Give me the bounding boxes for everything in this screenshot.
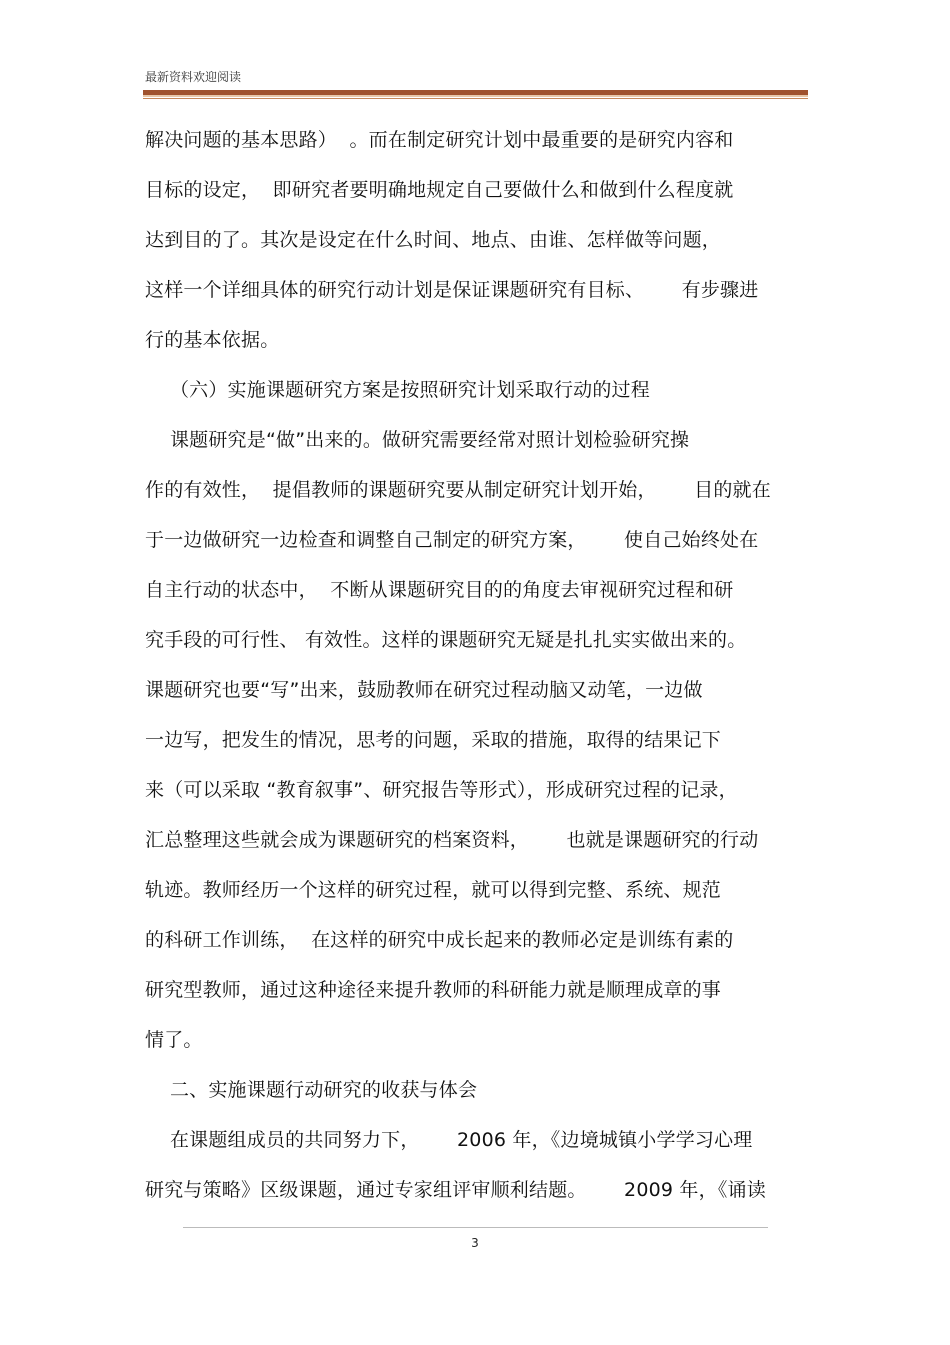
text-line: 这样一个详细具体的研究行动计划是保证课题研究有目标、 有步骤进 (145, 279, 759, 301)
text-line: 研究型教师，通过这种途径来提升教师的科研能力就是顺理成章的事 (145, 979, 722, 1001)
text-line: 解决问题的基本思路） 。而在制定研究计划中最重要的是研究内容和 (145, 129, 734, 151)
text-line: 自主行动的状态中， 不断从课题研究目的的角度去审视研究过程和研 (145, 579, 734, 601)
text-line: 作的有效性， 提倡教师的课题研究要从制定研究计划开始， 目的就在 (145, 479, 771, 501)
section-heading: 二、实施课题行动研究的收获与体会 (145, 1079, 478, 1101)
text-line: 的科研工作训练， 在这样的研究中成长起来的教师必定是训练有素的 (145, 929, 734, 951)
header-rule-thin (143, 98, 808, 99)
page-header-text: 最新资料欢迎阅读 (145, 70, 242, 84)
text-line: 行的基本依据。 (145, 329, 280, 351)
text-line: 课题研究是“做”出来的。做研究需要经常对照计划检验研究操 (145, 429, 690, 451)
text-line: 汇总整理这些就会成为课题研究的档案资料， 也就是课题研究的行动 (145, 829, 759, 851)
text-line: 来（可以采取 “教育叙事”、研究报告等形式），形成研究过程的记录， (145, 779, 738, 801)
text-line: 于一边做研究一边检查和调整自己制定的研究方案， 使自己始终处在 (145, 529, 759, 551)
text-line: 课题研究也要“写”出来，鼓励教师在研究过程动脑又动笔，一边做 (145, 679, 703, 701)
text-line: 目标的设定， 即研究者要明确地规定自己要做什么和做到什么程度就 (145, 179, 734, 201)
text-line: 轨迹。教师经历一个这样的研究过程，就可以得到完整、系统、规范 (145, 879, 722, 901)
footer-rule (183, 1227, 768, 1228)
text-line: 一边写，把发生的情况，思考的问题，采取的措施，取得的结果记下 (145, 729, 722, 751)
section-heading: （六）实施课题研究方案是按照研究计划采取行动的过程 (145, 379, 650, 401)
page-number: 3 (471, 1236, 479, 1250)
document-body (145, 122, 810, 1222)
text-line: 达到目的了。其次是设定在什么时间、地点、由谁、怎样做等问题， (145, 229, 722, 251)
text-line: 情了。 (145, 1029, 203, 1051)
text-line: 在课题组成员的共同努力下， 2006 年，《边境城镇小学学习心理 (145, 1129, 753, 1151)
text-line: 究手段的可行性、 有效性。这样的课题研究无疑是扎扎实实做出来的。 (145, 629, 747, 651)
header-rule (143, 90, 808, 95)
text-line: 研究与策略》区级课题，通过专家组评审顺利结题。 2009 年，《诵读 (145, 1179, 766, 1201)
